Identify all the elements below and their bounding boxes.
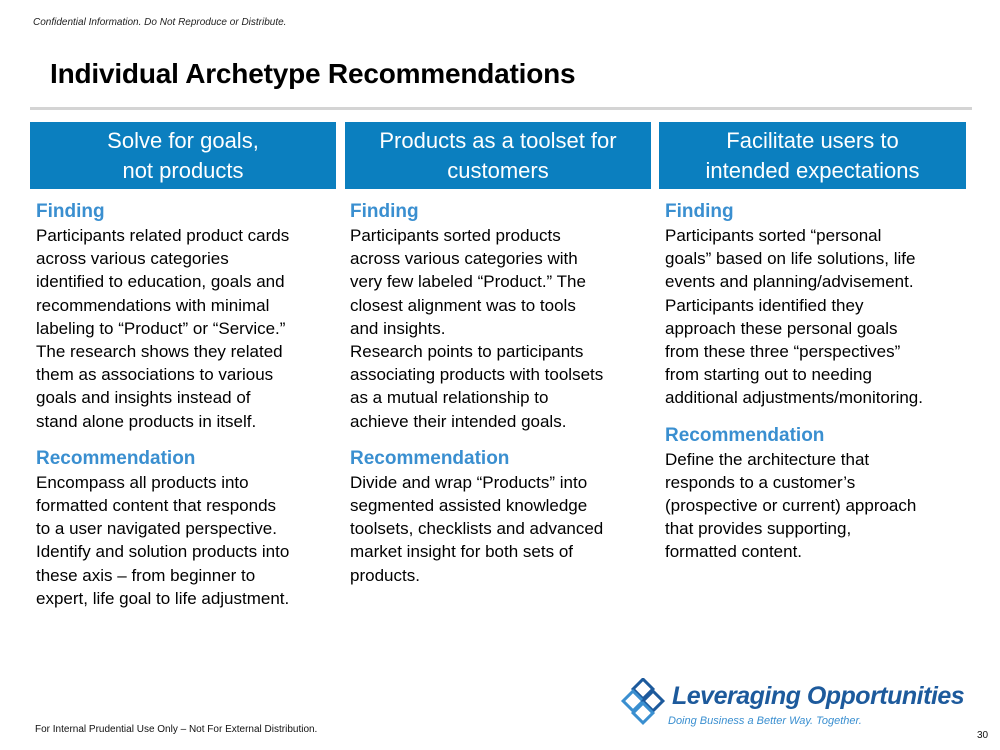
diamond-lattice-logo-icon: [620, 678, 672, 728]
column-header-toolset: [345, 122, 651, 189]
column-header-goals: [30, 122, 336, 189]
column-expectations: [665, 200, 970, 564]
column-header-text: Facilitate users to intended expectations: [705, 127, 920, 183]
recommendation-heading: Recommendation: [665, 424, 825, 446]
footer-note: For Internal Prudential Use Only – Not For External Distribution.: [35, 724, 318, 735]
page-number: 30: [977, 730, 989, 741]
recommendation-heading: Recommendation: [36, 447, 196, 469]
column-header-text: Products as a toolset for customers: [379, 127, 617, 183]
finding-text: Participants sorted products across various categories with very few labeled “Product.” The closest alignment was to tools and insights. Research points to participants associating products with toolsets as a mutual relationship to achieve their intended goals.: [350, 226, 604, 431]
logo-tagline: Doing Business a Better Way. Together.: [668, 715, 862, 727]
finding-heading: Finding: [350, 201, 419, 222]
finding-text: Participants sorted “personal goals” based on life solutions, life events and planning/advisement. Participants identified they approach these personal goals from these three “perspectives” from starting out to needing additional adjustments/monitoring.: [665, 226, 923, 408]
confidential-note: Confidential Information. Do Not Reproduce or Distribute.: [33, 17, 287, 28]
column-header-text: Solve for goals, not products: [107, 127, 259, 183]
column-toolset: [350, 200, 650, 587]
recommendation-text: Encompass all products into formatted content that responds to a user navigated perspective. Identify and solution products into these axis – from beginner to expert, life goal to life adjustment.: [36, 472, 290, 608]
recommendation-text: Divide and wrap “Products” into segmented assisted knowledge toolsets, checklists and advanced market insight for both sets of products.: [350, 472, 604, 585]
leveraging-opportunities-logo: [620, 678, 965, 730]
title-divider: [30, 107, 972, 110]
finding-text: Participants related product cards across various categories identified to education, goals and recommendations with minimal labeling to “Product” or “Service.” The research shows they related them as associations to various goals and insights instead of stand alone products in itself.: [36, 226, 290, 431]
column-header-expectations: [659, 122, 966, 189]
finding-heading: Finding: [665, 201, 734, 222]
recommendation-heading: Recommendation: [350, 447, 510, 469]
recommendation-text: Define the architecture that responds to a customer’s (prospective or current) approach that provides supporting, formatted content.: [665, 449, 917, 562]
finding-heading: Finding: [36, 201, 105, 222]
page-title: Individual Archetype Recommendations: [50, 58, 576, 89]
logo-name: Leveraging Opportunities: [672, 682, 965, 710]
column-goals: [36, 200, 336, 610]
